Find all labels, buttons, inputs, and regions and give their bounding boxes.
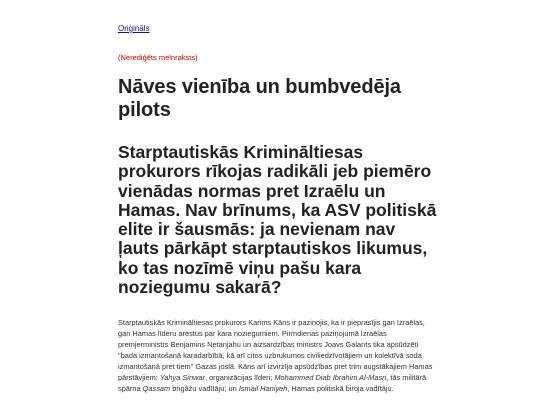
person-name: Mohammed Diab Ibrahim Al-Masri (274, 372, 387, 382)
draft-note: (Nerediģēts melnraksts) (118, 53, 198, 62)
paragraph-text: , organizācijas līderi; (204, 372, 275, 382)
article-paragraph (118, 318, 438, 394)
paragraph-text: , tās militārā spārna (118, 372, 427, 393)
person-name: Yahya Sinwar (159, 372, 205, 382)
brigade-name: Qassam (142, 383, 171, 393)
paragraph-text: brigāžu vadītāju; un (170, 383, 239, 393)
original-link[interactable]: Oriģināls (118, 24, 150, 33)
article-content (118, 18, 438, 395)
paragraph-text: Starptautiskās Krimināltiesas prokurors Karims Kāns ir paziņojis, ka ir pieprasījis gan Izraēlas, gan Hamas līderu arestus par kara noziegumiem. Pirmdienas paziņojumā Izraēlas premjerministrs Benjamins Netanjahu un aizsardzības ministrs Joavs Galants tika apsūdzēti "bada izmantošanā karadarbībā, kā arī citos uzbrukumos civiliedzīvotājiem un kolektīvā soda izmantošanā pret tiem" Gazas joslā. Kāns arī izvirzīja apsūdzības pret trim augstākajiem Hamas pārstāvjiem: (118, 318, 433, 382)
article-subtitle: Starptautiskās Krimināltiesas prokurors rīkojas radikāli jeb piemēro vienādas normas pret Izraēlu un Hamas. Nav brīnums, ka ASV politiskā elite ir šausmās: ja nevienam nav ļauts pārkāpt starptautiskos likumus, ko tas nozīmē viņu pašu kara noziegumu sakarā? (118, 142, 437, 298)
paragraph-text: , Hamas politiskā biroja vadītāju. (287, 383, 394, 393)
person-name: Ismail Haniyeh (238, 383, 288, 393)
article-title: Nāves vienība un bumbvedēja pilots (118, 76, 401, 121)
